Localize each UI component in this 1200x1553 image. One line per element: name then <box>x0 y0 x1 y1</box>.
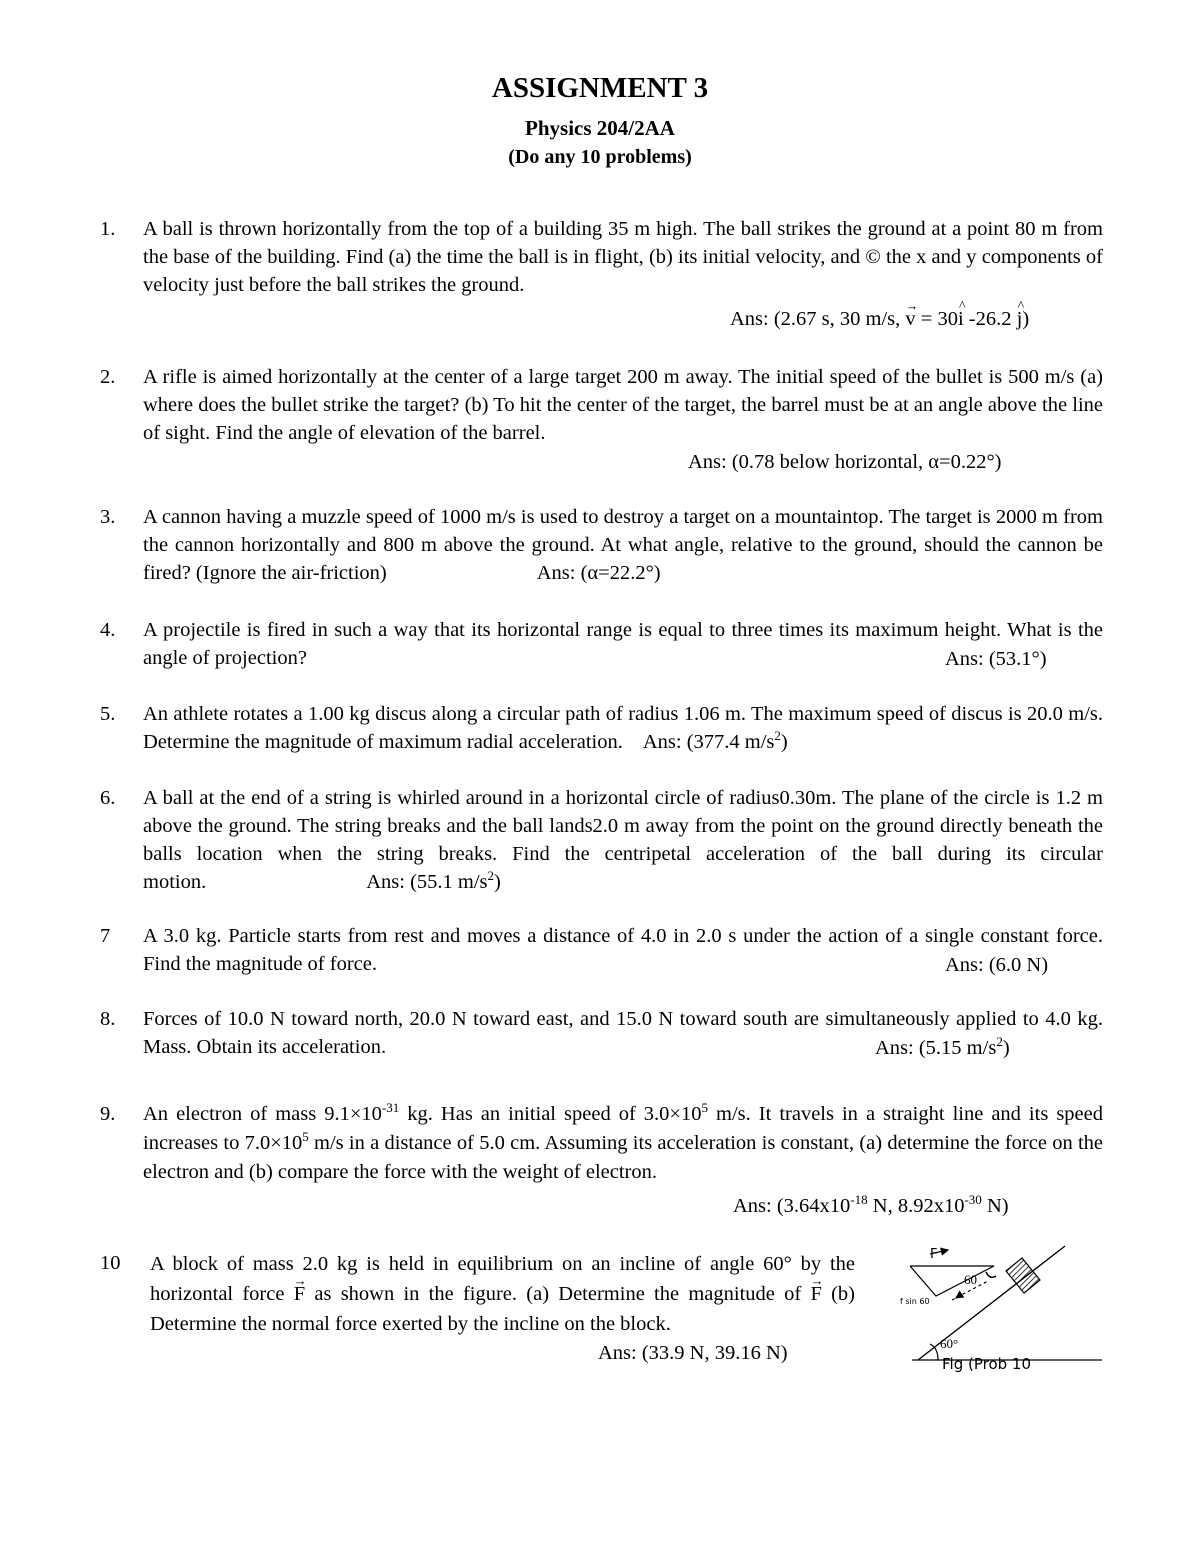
problem-text: A ball is thrown horizontally from the top of a building 35 m high. The ball strikes the ground at a point 80 m from the base of the building. Find (a) the time the ball is in flight, (b) its initial velocity, and © the x and y components of velocity just before the ball strikes the ground. <box>143 218 1103 296</box>
problem-text: Forces of 10.0 N toward north, 20.0 N toward east, and 15.0 N toward south are simultaneously applied to 4.0 kg. Mass. Obtain its acceleration. <box>143 1008 1103 1058</box>
problem-number: 3. <box>100 506 116 528</box>
angle-arc-top <box>986 1272 996 1277</box>
problem-answer: Ans: (55.1 $m/s^2$) <box>366 868 501 893</box>
course-subtitle: Physics 204/2AA <box>525 116 675 140</box>
problem-number: 9. <box>100 1103 116 1125</box>
figure-caption: Fig (Prob 10 <box>942 1355 1032 1373</box>
problem-answer: Ans: (5.15 $m/s^2$) <box>875 1034 1010 1059</box>
problem-number: 1. <box>100 218 116 240</box>
problem-text: A cannon having a muzzle speed of 1000 m/s is used to destroy a target on a mountaintop. The target is 2000 m from the cannon horizontally and 800 m above the ground. At what angle, relative to the ground, should the cannon be fired? (Ignore the air-friction) Ans: (α=22.2°) <box>143 506 1103 584</box>
problem-text: A block of mass 2.0 kg is held in equilibrium on an incline of angle 60° by the horizontal force → F as shown in the figure. (a) Determine the magnitude of → F (b) Determine the normal force exerted by the incline on the block. <box>150 1249 855 1339</box>
problem-number: 10 <box>100 1252 121 1274</box>
problem-answer: Ans: (2.67 s, 30 m/s, → v = 30^ i -26.2 ^ j) <box>730 305 1029 333</box>
angle-label-bottom: 60° <box>940 1336 959 1351</box>
problem-text: An electron of mass $9.1\times 10^{-31}$ kg. Has an initial speed of $3.0\times 10^5$ m/s. It travels in a straight line and its speed increases to $7.0\times 10^5$ m/s in a distance of 5.0 cm. Assuming its acceleration is constant, (a) determine the force on the electron and (b) compare the force with the weight of electron. <box>143 1100 1103 1183</box>
problem-text: A 3.0 kg. Particle starts from rest and moves a distance of 4.0 in 2.0 s under the action of a single constant force. Find the magnitude of force. <box>143 925 1103 975</box>
problem-answer: Ans: (53.1°) <box>945 648 1047 670</box>
problem-answer: Ans: (33.9 N, 39.16 N) <box>598 1342 788 1364</box>
problem-text: An athlete rotates a 1.00 kg discus along a circular path of radius 1.06 m. The maximum speed of discus is 20.0 m/s. Determine the magnitude of maximum radial acceleration. Ans: (377.4 $m/s^2$) <box>143 703 1103 753</box>
problem-text: A rifle is aimed horizontally at the center of a large target 200 m away. The initial speed of the bullet is 500 m/s (a) where does the bullet strike the target? (b) To hit the center of the target, the barrel must be at an angle above the line of sight. Find the angle of elevation of the barrel. <box>143 366 1103 444</box>
component-arrow <box>956 1294 962 1298</box>
component-label: f sin 60 <box>900 1297 930 1306</box>
problem-number: 5. <box>100 703 116 725</box>
problem-text: A ball at the end of a string is whirled around in a horizontal circle of radius0.30m. The plane of the circle is 1.2 m above the ground. The string breaks and the ball lands2.0 m away from the point on the ground directly beneath the balls location when the string breaks. Find the centripetal acceleration of the ball during its circular motion. Ans: (55.1 $m/s^2$) <box>143 787 1103 893</box>
page-title: ASSIGNMENT 3 <box>491 72 709 104</box>
angle-arc-bottom <box>930 1344 938 1360</box>
problem-answer: Ans: ($3.64x10^{-18}$ N, $8.92x10^{-30}$ N) <box>733 1192 1009 1217</box>
problem-number: 6. <box>100 787 116 809</box>
problem-number: 2. <box>100 366 116 388</box>
angle-label-top: 60 <box>964 1272 977 1287</box>
problem-answer: Ans: (377.4 $m/s^2$) <box>642 728 788 753</box>
problem-number: 7 <box>100 925 111 947</box>
problem-answer: Ans: (0.78 below horizontal, α=0.22°) <box>688 451 1002 473</box>
force-label: F <box>930 1247 938 1262</box>
problem-answer: Ans: (6.0 N) <box>945 954 1049 976</box>
problem-number: 4. <box>100 619 116 641</box>
instruction-text: (Do any 10 problems) <box>508 146 692 168</box>
force-triangle <box>910 1266 994 1296</box>
problem-answer: Ans: (α=22.2°) <box>536 562 661 584</box>
problem-number: 8. <box>100 1008 116 1030</box>
problem-text: A projectile is fired in such a way that its horizontal range is equal to three times its maximum height. What is the angle of projection? <box>143 619 1103 669</box>
